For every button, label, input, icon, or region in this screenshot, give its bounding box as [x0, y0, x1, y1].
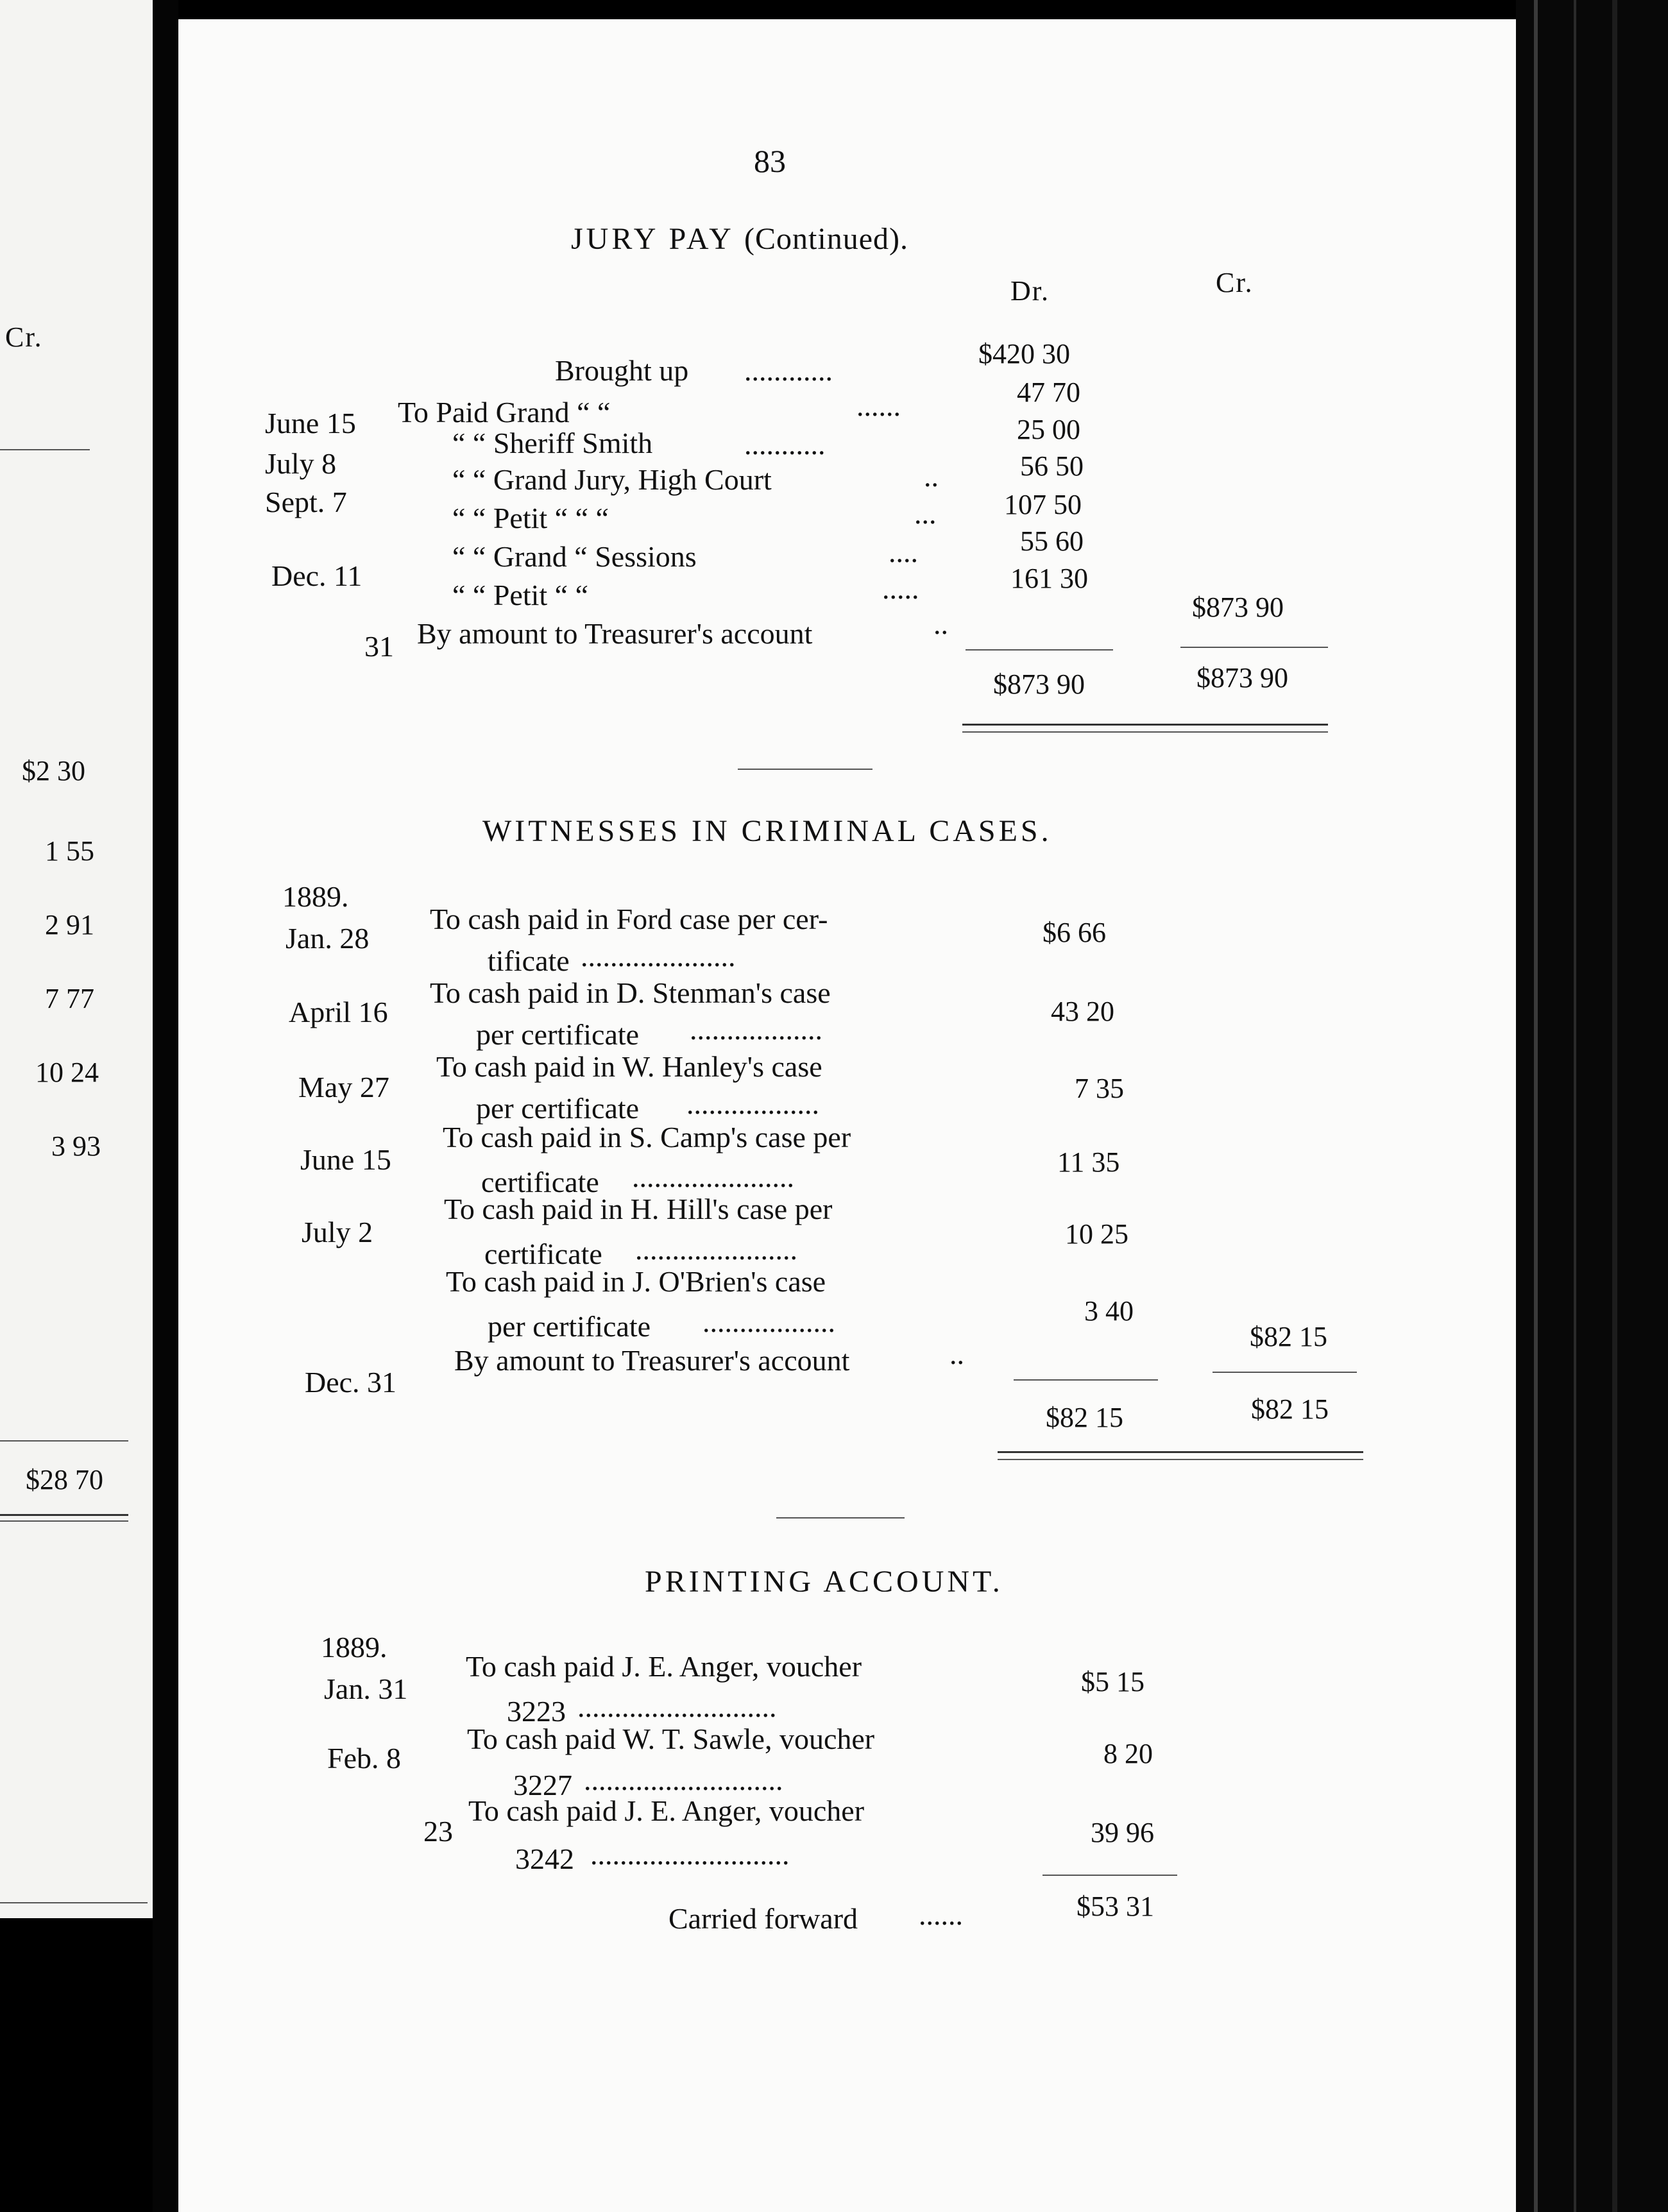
section-year: 1889.	[282, 880, 349, 913]
total-rule	[962, 724, 1328, 726]
cr-column-header: Cr.	[1216, 267, 1254, 298]
left-amount: 10 24	[35, 1057, 99, 1088]
leader-dots: ......	[856, 389, 901, 422]
dr-amount: 39 96	[1091, 1817, 1154, 1848]
witnesses-total-dr: $82 15	[1046, 1402, 1123, 1433]
entry-date: Feb. 8	[327, 1742, 401, 1774]
dr-amount: $420 30	[978, 338, 1070, 370]
dr-amount: $5 15	[1081, 1666, 1145, 1697]
entry-text-cont: 3223	[507, 1695, 566, 1728]
entry-text-cont: certificate	[484, 1238, 602, 1270]
left-rule	[0, 1520, 128, 1522]
entry-text: To cash paid in J. O'Brien's case	[446, 1265, 826, 1298]
entry-text: By amount to Treasurer's account	[454, 1344, 850, 1377]
page-number: 83	[754, 143, 786, 179]
entry-text: To Paid Grand “ “	[398, 396, 611, 429]
dr-amount: 43 20	[1051, 996, 1114, 1027]
leader-dots: ..	[933, 608, 948, 640]
leader-dots: ...........	[744, 428, 826, 461]
entry-text-cont: per certificate	[488, 1310, 651, 1343]
dr-amount: 7 35	[1075, 1073, 1124, 1104]
entry-date: April 16	[289, 996, 388, 1028]
entry-date: Sept. 7	[265, 486, 347, 518]
left-total: $28 70	[26, 1464, 103, 1495]
jury-pay-title: JURY PAY (Continued).	[571, 222, 908, 256]
entry-text: “ “ Petit “ “	[452, 579, 589, 611]
left-rule	[0, 1440, 128, 1442]
entry-date: May 27	[298, 1071, 389, 1103]
leader-dots: ..................	[690, 1013, 822, 1046]
entry-text: To cash paid in S. Camp's case per	[443, 1121, 851, 1153]
leader-dots: ...........................	[590, 1838, 790, 1871]
subtotal-rule	[1014, 1379, 1158, 1381]
book-gutter	[153, 0, 178, 2212]
entry-date: 23	[423, 1815, 453, 1848]
entry-date: July 2	[302, 1216, 373, 1248]
dr-amount: 3 40	[1084, 1295, 1134, 1327]
entry-text: To cash paid J. E. Anger, voucher	[466, 1650, 862, 1683]
carried-forward-amount: $53 31	[1077, 1891, 1154, 1922]
section-divider	[776, 1517, 905, 1519]
section-divider	[738, 769, 872, 770]
leader-dots: ......................	[635, 1233, 797, 1266]
leader-dots: .....	[882, 572, 919, 605]
dr-column-header: Dr.	[1010, 275, 1050, 307]
leader-dots: ............	[744, 354, 833, 387]
entry-text-cont: per certificate	[476, 1092, 640, 1125]
left-rule	[0, 449, 90, 450]
dr-amount: 10 25	[1065, 1218, 1128, 1250]
entry-date: Jan. 31	[324, 1672, 408, 1705]
dr-amount: 25 00	[1017, 414, 1080, 445]
left-amount: 2 91	[45, 909, 94, 940]
subtotal-rule	[1180, 647, 1328, 648]
total-rule	[998, 1459, 1363, 1460]
witnesses-title: WITNESSES IN CRIMINAL CASES.	[482, 814, 1052, 848]
entry-text: To cash paid in H. Hill's case per	[444, 1193, 833, 1225]
dr-amount: 8 20	[1103, 1738, 1153, 1769]
left-amount: $2 30	[22, 755, 85, 787]
left-amount: 7 77	[45, 983, 94, 1014]
leader-dots: ..................	[702, 1306, 835, 1338]
entry-text: By amount to Treasurer's account	[417, 617, 813, 650]
left-amount: 1 55	[45, 835, 94, 867]
leader-dots: ..................	[686, 1087, 819, 1120]
leader-dots: ...	[914, 497, 937, 530]
ledger-page	[178, 19, 1516, 2212]
leader-dots: ..	[949, 1338, 964, 1370]
dr-amount: $6 66	[1042, 917, 1106, 948]
book-edge	[1516, 0, 1668, 2212]
entry-date: June 15	[265, 407, 356, 439]
left-amount: 3 93	[51, 1130, 101, 1162]
dr-amount: 55 60	[1020, 525, 1084, 557]
entry-text: To cash paid W. T. Sawle, voucher	[467, 1723, 875, 1755]
entry-text: “ “ Sheriff Smith	[452, 427, 653, 459]
subtotal-rule	[1213, 1372, 1357, 1373]
cr-amount: $82 15	[1250, 1321, 1327, 1352]
entry-date: Jan. 28	[285, 922, 370, 955]
leader-dots: .....................	[581, 940, 736, 973]
leader-dots: ......	[919, 1898, 963, 1931]
entry-text-cont: certificate	[481, 1166, 599, 1198]
entry-text: To cash paid J. E. Anger, voucher	[468, 1794, 865, 1827]
subtotal-rule	[1042, 1875, 1177, 1876]
leader-dots: ..	[924, 460, 939, 493]
entry-text-cont: per certificate	[476, 1018, 640, 1051]
entry-text: “ “ Petit “ “ “	[452, 502, 609, 534]
entry-text: “ “ Grand “ Sessions	[452, 540, 697, 573]
entry-text: To cash paid in Ford case per cer-	[430, 903, 828, 935]
entry-date: Dec. 31	[305, 1366, 397, 1399]
printing-title: PRINTING ACCOUNT.	[645, 1565, 1003, 1599]
entry-text-cont: 3242	[515, 1842, 574, 1875]
dr-amount: 161 30	[1010, 563, 1088, 594]
entry-date: Dec. 11	[271, 559, 362, 592]
leader-dots: ......................	[632, 1161, 794, 1193]
cr-amount: $873 90	[1192, 591, 1284, 623]
entry-text: “ “ Grand Jury, High Court	[452, 463, 772, 496]
entry-date: June 15	[300, 1143, 391, 1176]
total-rule	[998, 1451, 1363, 1453]
left-rule	[0, 1514, 128, 1516]
dr-amount: 107 50	[1004, 489, 1082, 520]
entry-text-cont: 3227	[513, 1769, 572, 1801]
entry-text-cont: tificate	[488, 944, 570, 977]
dr-amount: 11 35	[1057, 1146, 1120, 1178]
leader-dots: ...........................	[577, 1690, 777, 1723]
entry-date: 31	[364, 630, 394, 663]
jury-pay-total-cr: $873 90	[1196, 662, 1288, 693]
entry-text: To cash paid in D. Stenman's case	[430, 976, 831, 1009]
entry-text: Brought up	[555, 354, 689, 387]
facing-page	[0, 0, 153, 1918]
carried-forward-label: Carried forward	[668, 1902, 858, 1935]
leader-dots: ....	[889, 536, 918, 568]
subtotal-rule	[966, 649, 1113, 651]
leader-dots: ...........................	[584, 1764, 783, 1796]
entry-text: To cash paid in W. Hanley's case	[436, 1050, 822, 1083]
section-year: 1889.	[321, 1631, 387, 1663]
dr-amount: 56 50	[1020, 450, 1084, 482]
dr-amount: 47 70	[1017, 377, 1080, 408]
left-rule	[0, 1902, 148, 1903]
witnesses-total-cr: $82 15	[1251, 1393, 1329, 1425]
left-cr-label: Cr.	[5, 321, 43, 353]
total-rule	[962, 731, 1328, 733]
entry-date: July 8	[265, 447, 337, 480]
jury-pay-total-dr: $873 90	[993, 668, 1085, 700]
